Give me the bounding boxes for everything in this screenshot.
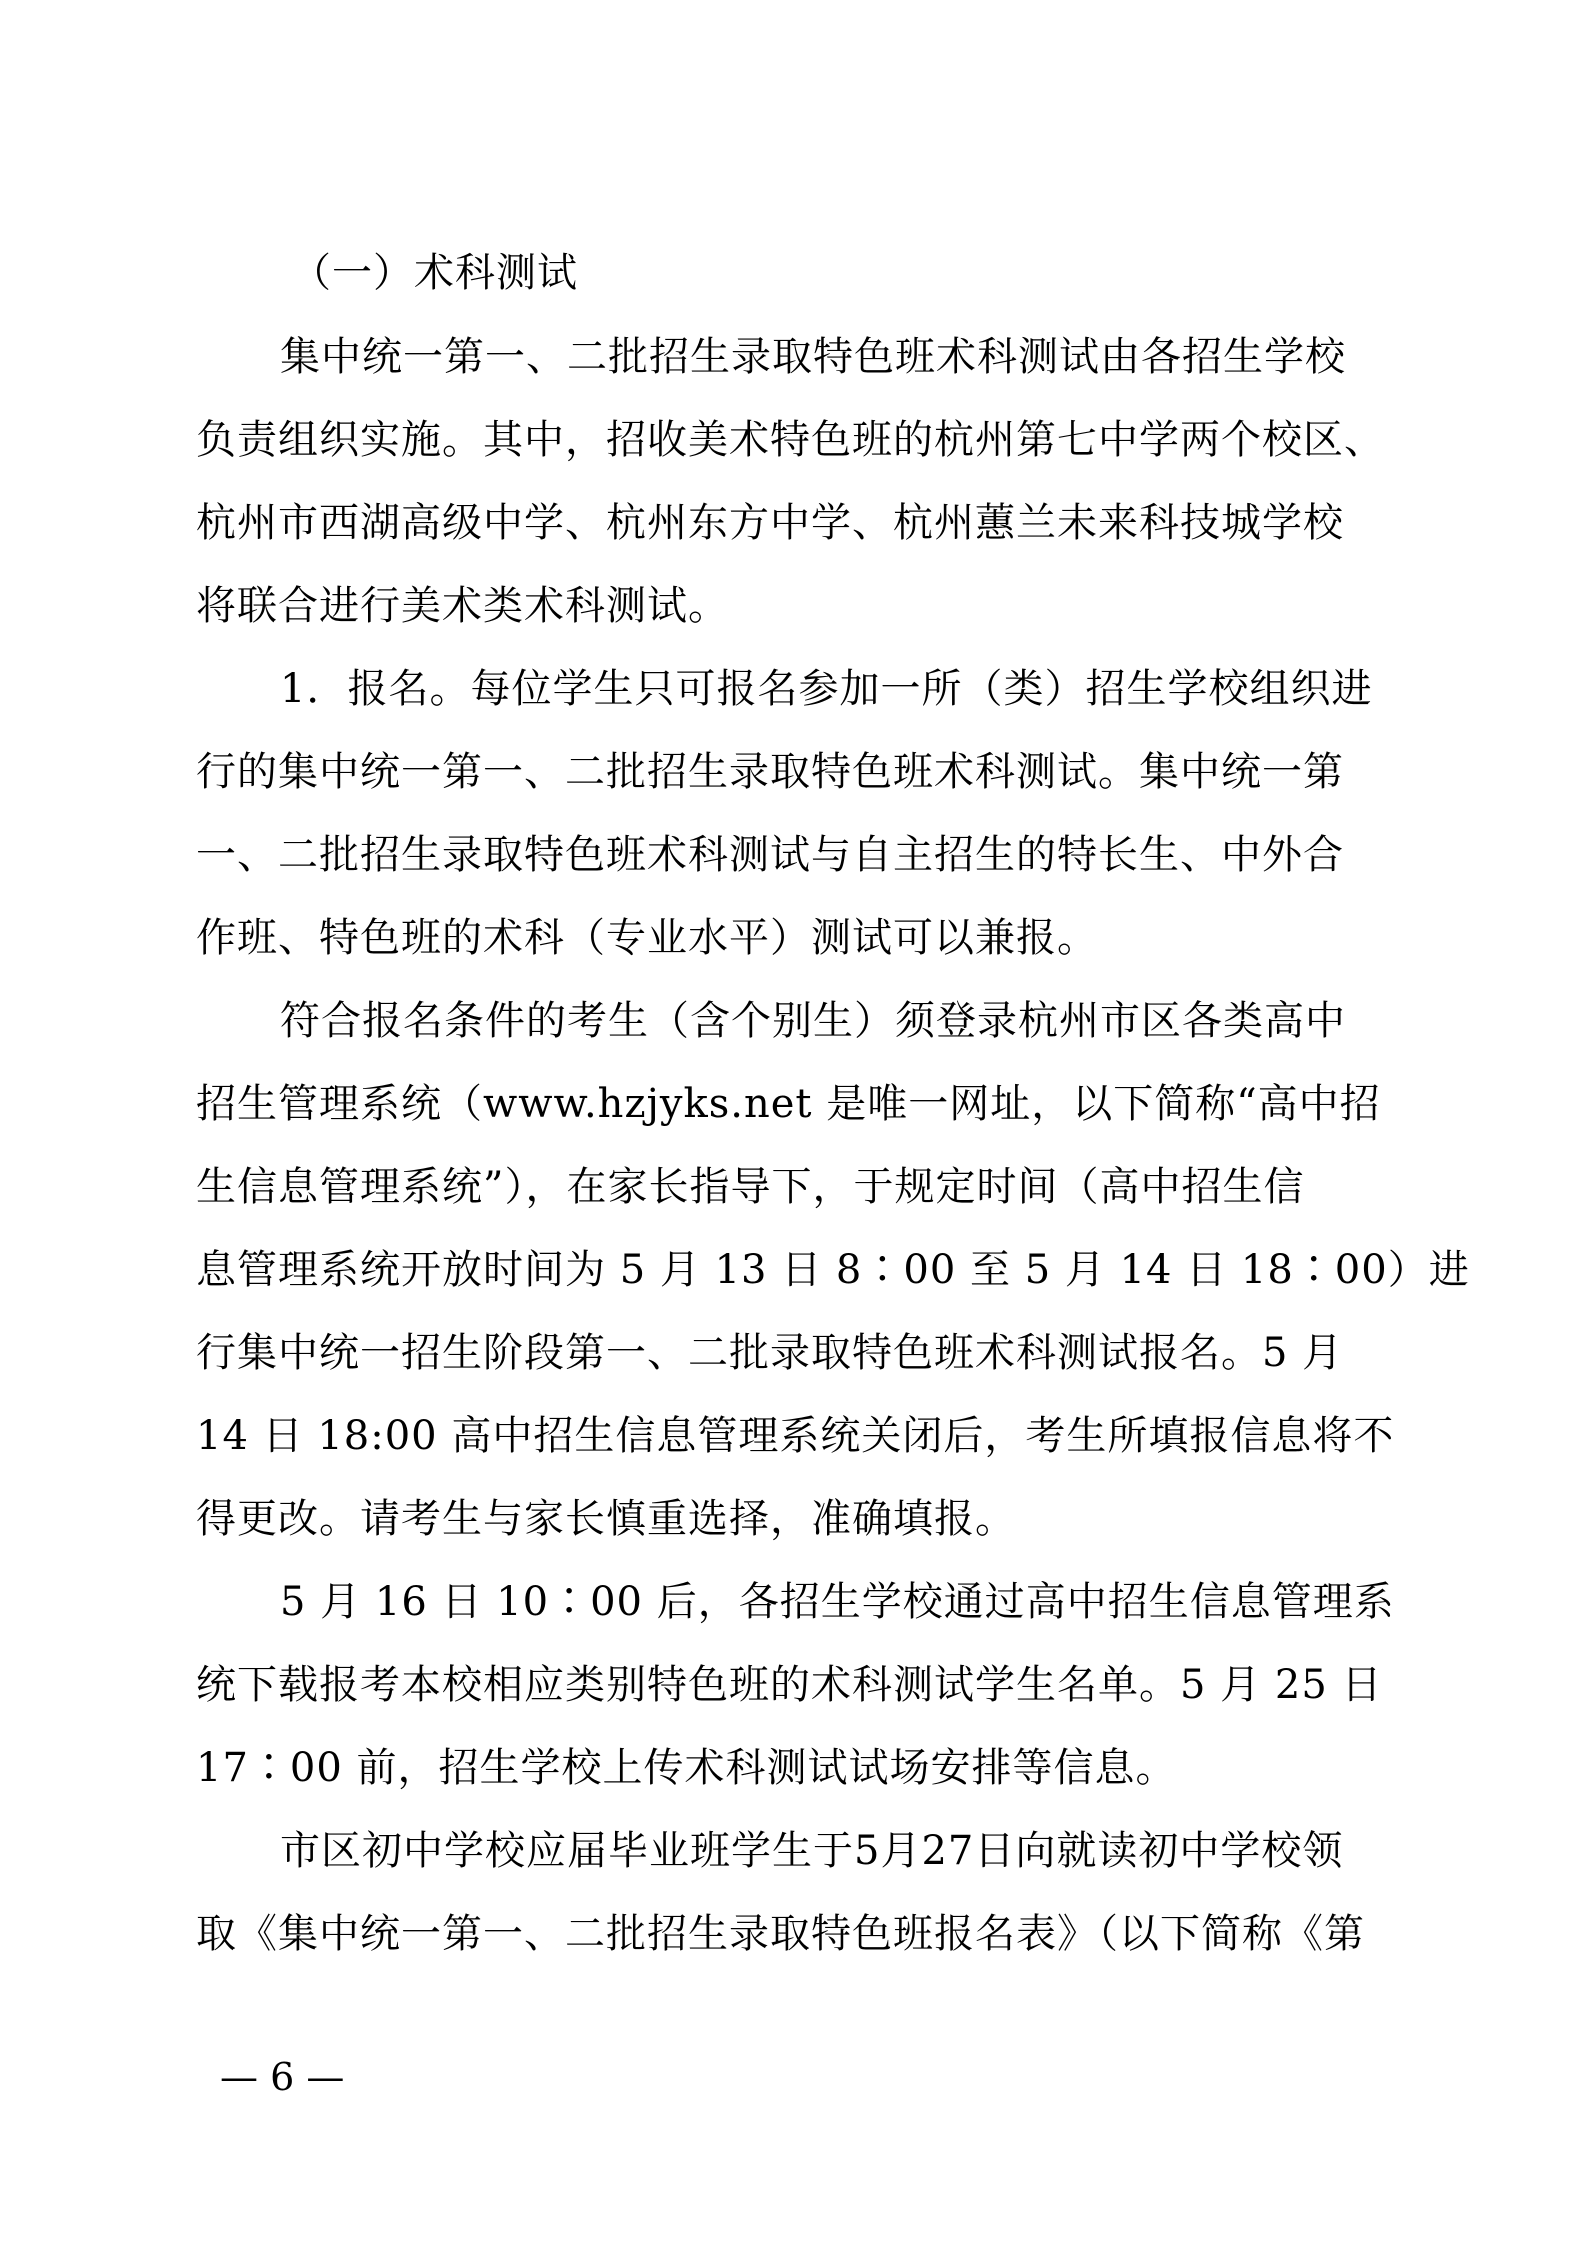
text-line: 17∶00 前，招生学校上传术科测试试场安排等信息。 — [196, 1745, 1177, 1791]
text-line: 行集中统一招生阶段第一、二批录取特色班术科测试报名。5 月 — [196, 1330, 1344, 1376]
text-line: 符合报名条件的考生（含个别生）须登录杭州市区各类高中 — [280, 998, 1346, 1044]
text-line: 招生管理系统（www.hzjyks.net 是唯一网址，以下简称“高中招 — [196, 1081, 1381, 1127]
text-line: 取《集中统一第一、二批招生录取特色班报名表》（以下简称《第 — [196, 1911, 1365, 1957]
text-line: 5 月 16 日 10∶00 后，各招生学校通过高中招生信息管理系 — [280, 1579, 1395, 1625]
text-line: 将联合进行美术类术科测试。 — [196, 583, 729, 629]
section-heading: （一）术科测试 — [291, 250, 578, 296]
text-line: 市区初中学校应届毕业班学生于5月27日向就读初中学校领 — [280, 1828, 1344, 1874]
text-line: 负责组织实施。其中，招收美术特色班的杭州第七中学两个校区、 — [196, 417, 1385, 463]
text-line: 集中统一第一、二批招生录取特色班术科测试由各招生学校 — [280, 334, 1346, 380]
text-line: 1．报名。每位学生只可报名参加一所（类）招生学校组织进 — [280, 666, 1373, 712]
text-line: 行的集中统一第一、二批招生录取特色班术科测试。集中统一第 — [196, 749, 1344, 795]
text-line: 14 日 18:00 高中招生信息管理系统关闭后，考生所填报信息将不 — [196, 1413, 1395, 1459]
text-line: 得更改。请考生与家长慎重选择，准确填报。 — [196, 1496, 1016, 1542]
text-line: 统下载报考本校相应类别特色班的术科测试学生名单。5 月 25 日 — [196, 1662, 1383, 1708]
text-line: 一、二批招生录取特色班术科测试与自主招生的特长生、中外合 — [196, 832, 1344, 878]
text-line: 作班、特色班的术科（专业水平）测试可以兼报。 — [196, 915, 1098, 961]
text-line: 生信息管理系统”），在家长指导下，于规定时间（高中招生信 — [196, 1164, 1305, 1210]
page-number: — 6 — — [220, 2055, 345, 2099]
text-line: 杭州市西湖高级中学、杭州东方中学、杭州蕙兰未来科技城学校 — [196, 500, 1344, 546]
text-line: 息管理系统开放时间为 5 月 13 日 8∶00 至 5 月 14 日 18∶00）进 — [196, 1247, 1470, 1293]
